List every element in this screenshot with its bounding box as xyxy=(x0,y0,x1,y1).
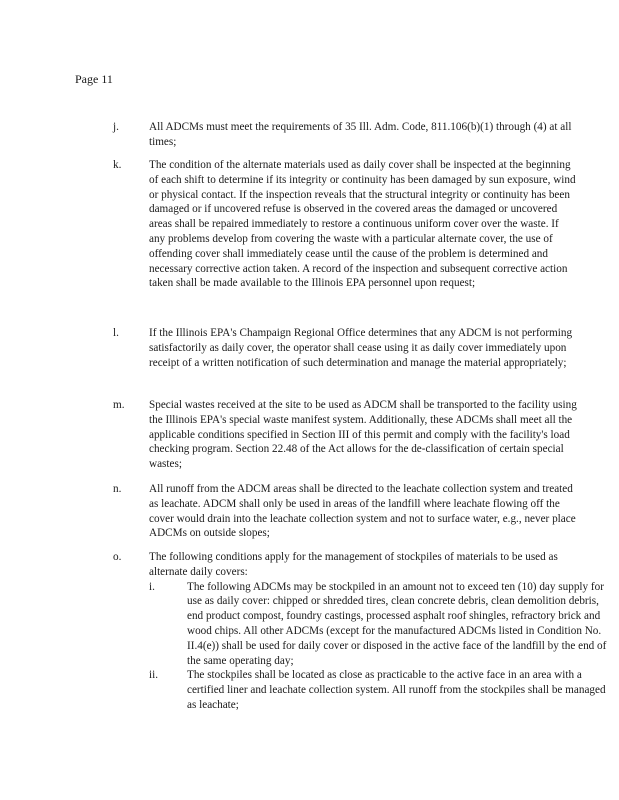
condition-text: The condition of the alternate materials used as daily cover shall be inspected at the beginning of each shift to determine if its integrity or continuity has been damaged by sun exposure, wind or physical contact. If the inspection reveals that the structural integrity or continuity has been damaged or if uncovered refuse is observed in the covered areas the damaged or uncovered areas shall be repaired immediately to restore a continuous uniform cover over the waste. If any problems develop from covering the waste with a particular alternate cover, the use of offending cover shall immediately cease until the cause of the problem is determined and necessary corrective action taken. A record of the inspection and subsequent corrective action taken shall be made available to the Illinois EPA personnel upon request; xyxy=(149,159,576,290)
condition-letter: m. xyxy=(113,399,125,411)
subcondition-text: The following ADCMs may be stockpiled in an amount not to exceed ten (10) day supply for use as daily cover: chipped or shredded tires, clean concrete debris, clean demolition debris, end product compost, foundry castings, processed asphalt roof shingles, refractory brick and wood chips. All other ADCMs (except for the manufactured ADCMs listed in Condition No. II.4(e)) shall be used for daily cover or disposed in the active face of the landfill by the end of the same operating day; xyxy=(187,580,607,667)
condition-letter: n. xyxy=(113,483,122,495)
condition-text: All runoff from the ADCM areas shall be directed to the leachate collection system and treated as leachate. ADCM shall only be used in areas of the landfill where leachate flowing off the cover would drain into the leachate collection system and not to surface water, e.g., never place ADCMs on outside slopes; xyxy=(149,483,576,540)
condition-text: All ADCMs must meet the requirements of 35 Ill. Adm. Code, 811.106(b)(1) through (4) at all times; xyxy=(149,121,572,148)
condition-letter: k. xyxy=(113,159,122,171)
condition-letter: o. xyxy=(113,551,122,563)
subcondition-number: ii. xyxy=(149,669,159,682)
condition-letter: j. xyxy=(113,121,119,133)
condition-letter: l. xyxy=(113,327,119,339)
page-number: Page 11 xyxy=(75,72,113,86)
subcondition-item-ii xyxy=(149,668,606,712)
subcondition-number: i. xyxy=(149,580,155,593)
condition-text: The following conditions apply for the management of stockpiles of materials to be used as alternate daily covers: xyxy=(149,551,558,578)
condition-text: Special wastes received at the site to be used as ADCM shall be transported to the facility using the Illinois EPA's special waste manifest system. Additionally, these ADCMs shall meet all the applicable conditions specified in Section III of this permit and comply with the facility's load checking program. Section 22.48 of the Act allows for the de-classification of certain special wastes; xyxy=(149,399,577,471)
condition-text: If the Illinois EPA's Champaign Regional Office determines that any ADCM is not performing satisfactorily as daily cover, the operator shall cease using it as daily cover immediately upon receipt of a written notification of such determination and manage the material appropriately; xyxy=(149,327,573,369)
subcondition-item-i xyxy=(149,580,607,669)
subcondition-text: The stockpiles shall be located as close as practicable to the active face in an area with a certified liner and leachate collection system. All runoff from the stockpiles shall be managed as leachate; xyxy=(187,669,606,711)
